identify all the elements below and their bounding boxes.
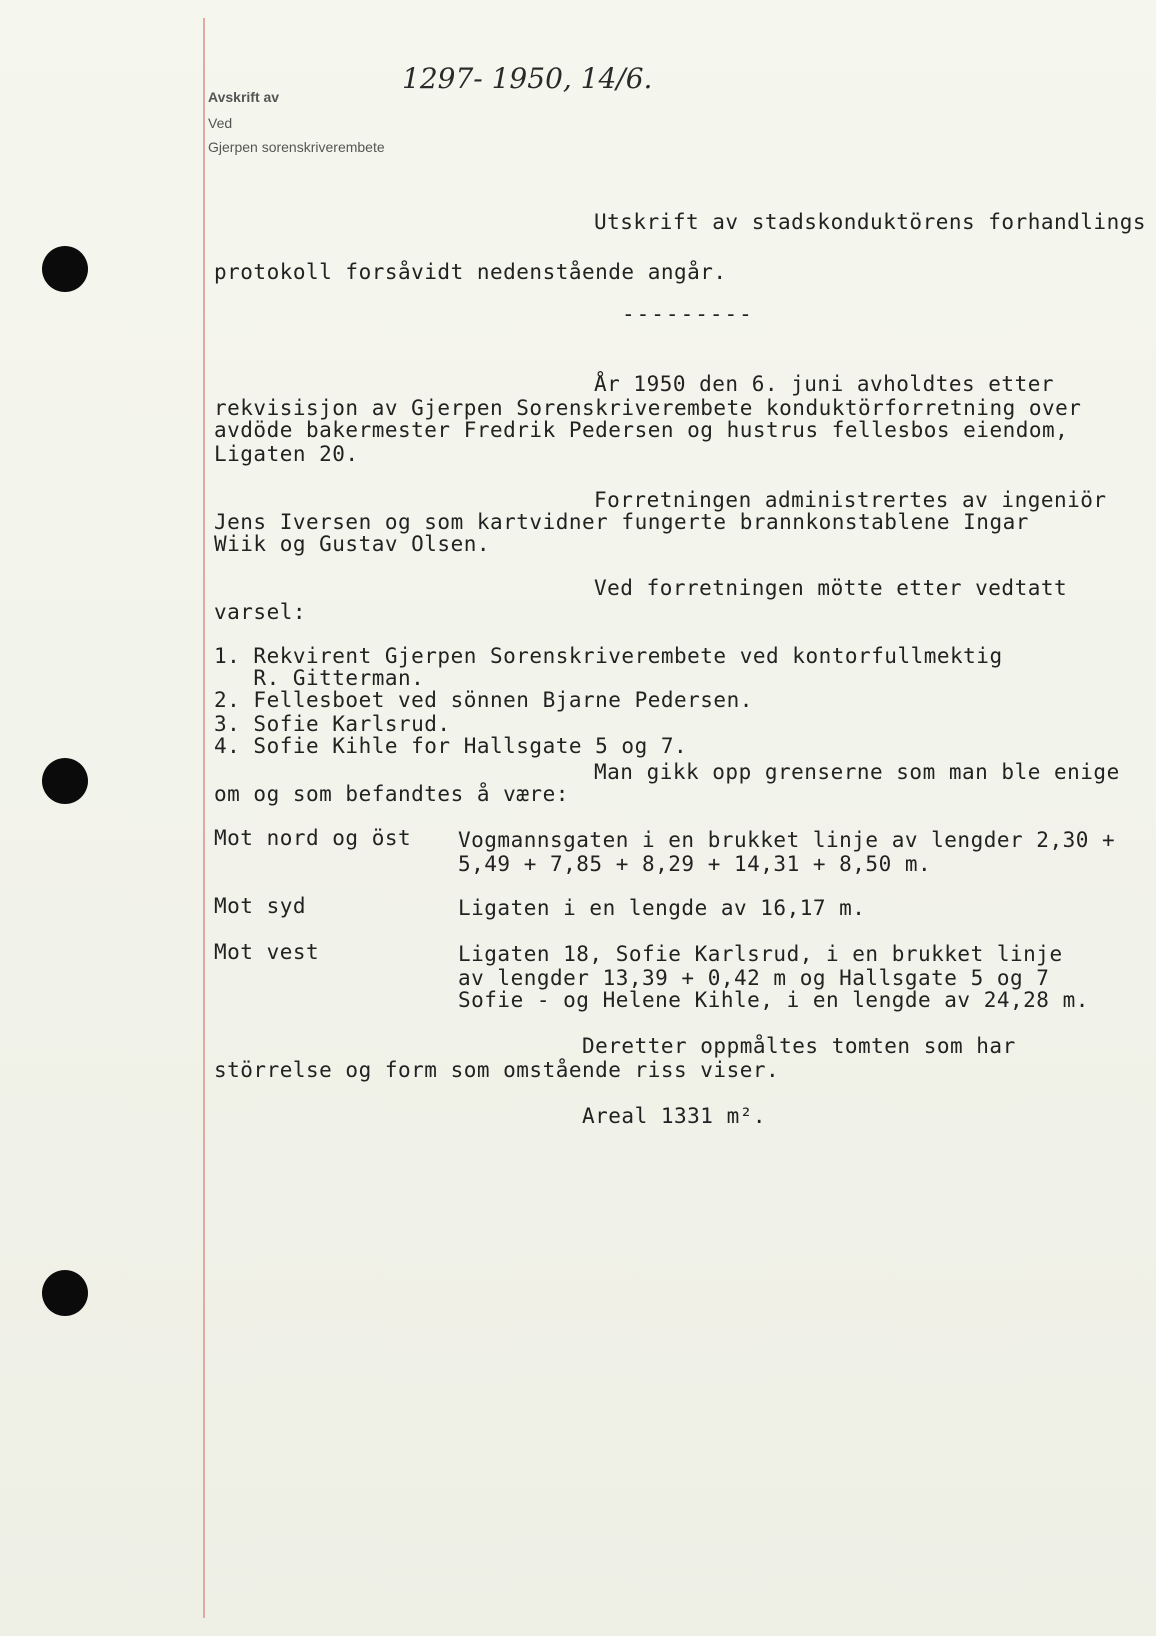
boundary-text: Ligaten 18, Sofie Karlsrud, i en brukket linje: [458, 942, 1063, 966]
boundary-text: 5,49 + 7,85 + 8,29 + 14,31 + 8,50 m.: [458, 852, 932, 876]
para3-line-2: varsel:: [214, 600, 307, 624]
stamp-line-1: Avskrift av: [208, 89, 280, 105]
boundary-label-west: Mot vest: [214, 940, 320, 964]
para2-line-2: Jens Iversen og som kartvidner fungerte brannkonstablene Ingar: [214, 510, 1029, 534]
para3-line-1: Ved forretningen mötte etter vedtatt: [594, 576, 1068, 600]
para1-line-2: rekvisisjon av Gjerpen Sorenskriverembete konduktörforretning over: [214, 396, 1082, 420]
intro-line-2: protokoll forsåvidt nedenstående angår.: [214, 260, 727, 284]
boundary-label-south: Mot syd: [214, 894, 307, 918]
attendee-item: 3. Sofie Karlsrud.: [214, 712, 451, 736]
para1-line-4: Ligaten 20.: [214, 442, 359, 466]
para2-line-3: Wiik og Gustav Olsen.: [214, 532, 491, 556]
para1-line-3: avdöde bakermester Fredrik Pedersen og hustrus fellesbos eiendom,: [214, 418, 1069, 442]
punch-hole-middle: [42, 758, 88, 804]
attendee-item: 2. Fellesboet ved sönnen Bjarne Pedersen.: [214, 688, 753, 712]
handwritten-reference: 1297- 1950, 14/6.: [402, 62, 653, 95]
attendee-item: 4. Sofie Kihle for Hallsgate 5 og 7.: [214, 734, 688, 758]
para4-line-1: Man gikk opp grenserne som man ble enige: [594, 760, 1120, 784]
attendee-item: 1. Rekvirent Gjerpen Sorenskriverembete ved kontorfullmektig: [214, 644, 1003, 668]
para5-line-2: störrelse og form som omstående riss viser.: [214, 1058, 780, 1082]
punch-hole-top: [42, 246, 88, 292]
boundary-text: Vogmannsgaten i en brukket linje av lengder 2,30 +: [458, 828, 1116, 852]
separator: ---------: [622, 302, 754, 326]
stamp-line-2: Ved: [208, 115, 233, 131]
margin-rule: [203, 18, 205, 1618]
para4-line-2: om og som befandtes å være:: [214, 782, 569, 806]
stamp-line-3: Gjerpen sorenskriverembete: [208, 139, 385, 155]
boundary-text: Sofie - og Helene Kihle, i en lengde av 24,28 m.: [458, 988, 1089, 1012]
boundary-label-north-east: Mot nord og öst: [214, 826, 412, 850]
para1-line-1: År 1950 den 6. juni avholdtes etter: [594, 372, 1055, 396]
punch-hole-bottom: [42, 1270, 88, 1316]
area-line: Areal 1331 m².: [582, 1104, 767, 1128]
para2-line-1: Forretningen administrertes av ingeniör: [594, 488, 1107, 512]
boundary-text: Ligaten i en lengde av 16,17 m.: [458, 896, 866, 920]
intro-line-1: Utskrift av stadskonduktörens forhandlings: [594, 210, 1147, 234]
attendee-item: R. Gitterman.: [214, 666, 425, 690]
boundary-text: av lengder 13,39 + 0,42 m og Hallsgate 5 og 7: [458, 966, 1050, 990]
para5-line-1: Deretter oppmåltes tomten som har: [582, 1034, 1016, 1058]
